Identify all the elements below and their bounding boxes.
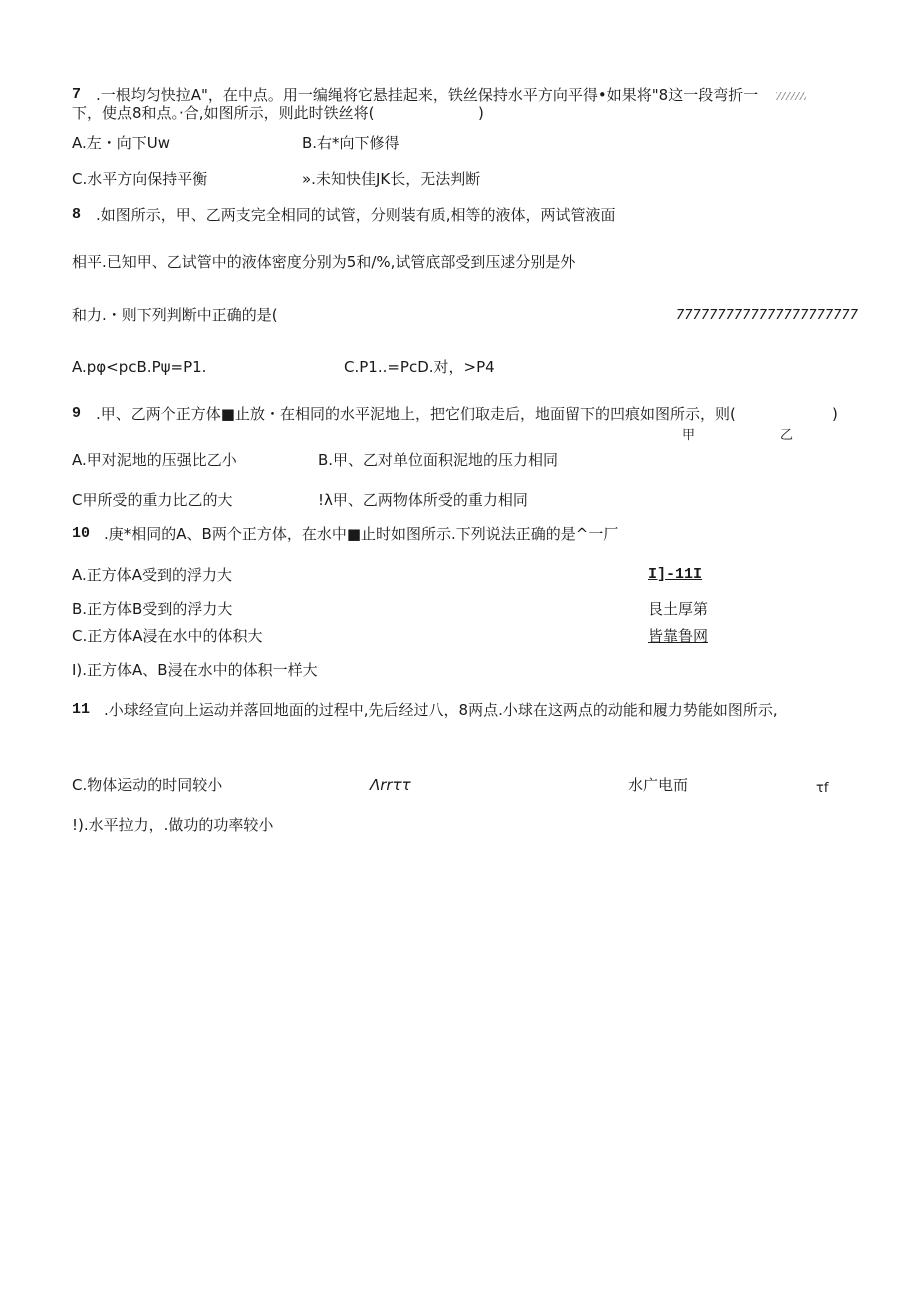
q8-figure-ground: 7777777777777777777777 bbox=[676, 308, 858, 323]
q10-option-a: A.正方体A受到的浮力大 bbox=[72, 566, 233, 584]
q8-options-cd: C.P1..=PсD.对，>P4 bbox=[344, 358, 495, 376]
q9-figure-label-jia: 甲 bbox=[682, 428, 696, 443]
q7-number: 7 bbox=[72, 86, 82, 103]
q11-option-c: C.物体运动的时同较小 bbox=[72, 776, 223, 794]
q7-paren-close: ) bbox=[478, 104, 484, 122]
q10-number: 10 bbox=[72, 525, 91, 542]
q7-option-b: B.右*向下修得 bbox=[302, 134, 400, 152]
q9-option-b: B.甲、乙对单位面积泥地的压力相同 bbox=[318, 451, 559, 469]
q11-figure-text-2: 水广电而 bbox=[628, 776, 689, 794]
q7-option-d: ».未知快佳JK长，无法判断 bbox=[302, 170, 481, 188]
q8-stem-line3: 和力.・则下列判断中正确的是( bbox=[72, 306, 278, 324]
q11-figure-text-1: Λrrττ bbox=[370, 776, 411, 794]
q9-paren-close: ) bbox=[832, 405, 838, 423]
q10-figure-text-1: I]-11I bbox=[648, 566, 703, 583]
q11-stem-line1: .小球经宣向上运动并落回地面的过程中,先后经过八，8两点.小球在这两点的动能和履力势能如图所示, bbox=[104, 701, 778, 719]
q8-number: 8 bbox=[72, 206, 82, 223]
q10-stem-line1: .庚*相同的A、B两个正方体，在水中■止时如图所示.下列说法正确的是^一厂 bbox=[104, 525, 619, 543]
q7-stem-line1: .一根均匀快拉A"，在中点。用一编绳将它悬挂起来，铁丝保持水平方向平得•如果将"8这一段弯折一 bbox=[96, 86, 759, 104]
q10-figure-text-3: 皆靠鲁网 bbox=[648, 627, 709, 645]
q11-number: 11 bbox=[72, 701, 91, 718]
q7-option-c: C.水平方向保持平衡 bbox=[72, 170, 208, 188]
q10-figure-text-2: 艮土厚第 bbox=[648, 600, 709, 618]
q8-stem-line1: .如图所示，甲、乙两支完全相同的试管，分则装有质,相等的液体，两试管液面 bbox=[96, 206, 616, 224]
q7-hatch-figure bbox=[776, 92, 806, 100]
q9-stem-line1: .甲、乙两个正方体■止放・在相同的水平泥地上，把它们取走后，地面留下的凹痕如图所示，则( bbox=[96, 405, 736, 423]
q8-options-ab: A.pφ<pсB.Pψ=P1. bbox=[72, 358, 207, 376]
q9-number: 9 bbox=[72, 405, 82, 422]
q11-figure-text-3: τf bbox=[816, 781, 829, 796]
q10-option-c: C.正方体A浸在水中的体积大 bbox=[72, 627, 263, 645]
q8-stem-line2: 相平.已知甲、乙试管中的液体密度分别为5和/%,试管底部受到压逑分别是外 bbox=[72, 253, 576, 271]
q7-stem-line2: 下，使点8和点。·合,如图所示，则此时铁丝将( bbox=[72, 104, 375, 122]
q7-option-a: A.左・向下Uw bbox=[72, 134, 171, 152]
q9-option-d: !λ甲、乙两物体所受的重力相同 bbox=[318, 491, 528, 509]
q9-figure-label-yi: 乙 bbox=[780, 428, 794, 443]
q9-option-c: C甲所受的重力比乙的大 bbox=[72, 491, 233, 509]
q10-option-b: B.正方体B受到的浮力大 bbox=[72, 600, 233, 618]
q10-option-d: I).正方体A、B浸在水中的体积一样大 bbox=[72, 661, 318, 679]
q9-option-a: A.甲对泥地的压强比乙小 bbox=[72, 451, 237, 469]
q11-option-d: !).水平拉力，.做功的功率较小 bbox=[72, 816, 274, 834]
